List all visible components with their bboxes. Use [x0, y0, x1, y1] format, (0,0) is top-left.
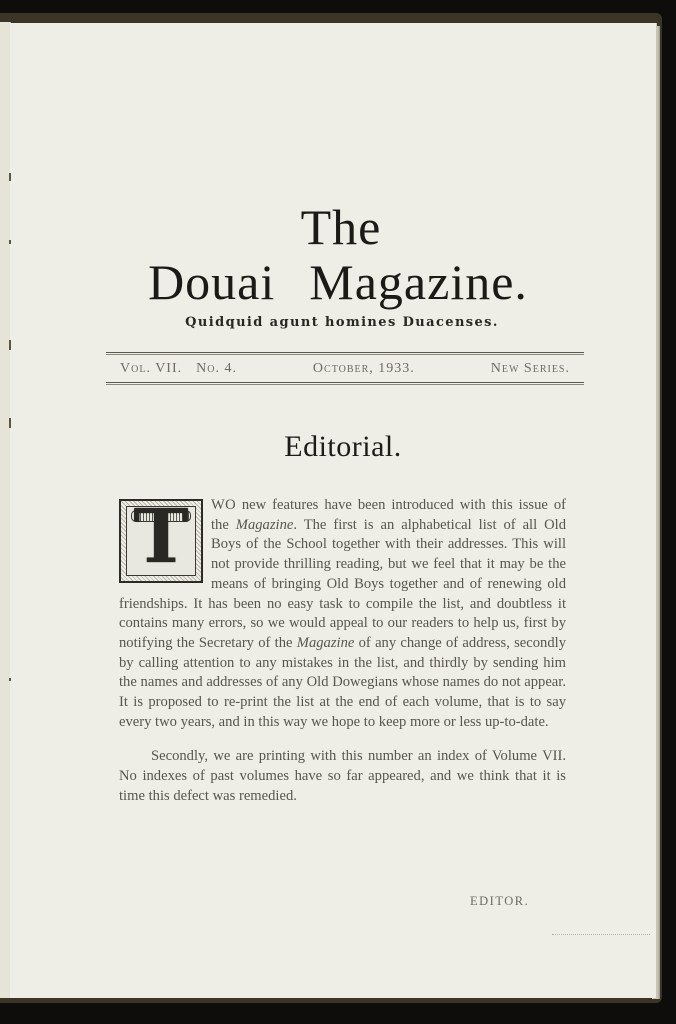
italic-magazine: Magazine: [235, 516, 294, 533]
double-rule-top: [106, 352, 584, 355]
volume-number-group: [120, 361, 237, 377]
editorial-paragraph-2: Secondly, we are printing with this number an index of Volume VII. No indexes of past volumes have so far appeared, and we think that it is time this defect was remedied.: [119, 748, 566, 804]
para1-text-a: new features have been introduced with this issue of the: [211, 497, 566, 533]
italic-magazine: Magazine: [296, 634, 355, 651]
gutter-mark: [9, 678, 11, 681]
volume-label: Vol. VII.: [120, 361, 183, 376]
editorial-body: [119, 496, 566, 807]
issue-date: October, 1933.: [312, 361, 415, 376]
issue-info-bar: [106, 352, 584, 385]
gutter-mark: [9, 173, 11, 181]
masthead-word-magazine: Magazine.: [309, 254, 528, 310]
para1-text-c: of any change of address, secondly by calling attention to any mistakes in the list, and thirdly by sending him the names and addresses of any Old Dowegians whose names do not appear. It is proposed to re-print the list at the end of each volume, that is to say every two years, and in this way we hope to keep more or less up-to-date.: [119, 634, 566, 730]
masthead-the: The: [300, 199, 382, 255]
masthead-word-douai: Douai: [148, 254, 276, 310]
number-label: No. 4.: [196, 361, 237, 376]
masthead: [95, 200, 581, 330]
gutter-mark: [9, 340, 11, 350]
masthead-motto: Quidquid agunt homines Duacenses.: [185, 315, 499, 330]
dotted-trace: [552, 934, 650, 935]
editorial-paragraph-1: [119, 496, 566, 732]
issue-line: [120, 361, 570, 377]
gutter-mark: [9, 240, 11, 244]
gutter-mark: [9, 418, 11, 428]
double-rule-bottom: [106, 382, 584, 385]
para1-text-b: . The first is an alphabetical list of all Old Boys of the School together with their addresses. This will not provide thrilling reading, but we feel that it may be the means of bringing Old Boys together and of renewing old friendships. It has been no easy task to compile the list, and doubtless it contains many errors, so we would appeal to our readers to help us, first by notifying the Secretary of the: [119, 516, 567, 651]
first-word-rest: WO: [211, 497, 236, 513]
ornamental-drop-cap: [119, 494, 203, 583]
editor-signature: EDITOR.: [470, 894, 530, 908]
series-label: New Series.: [490, 361, 570, 376]
drop-cap-letter: T: [133, 494, 189, 580]
masthead-title: [95, 254, 581, 310]
editorial-heading: Editorial.: [284, 430, 402, 463]
